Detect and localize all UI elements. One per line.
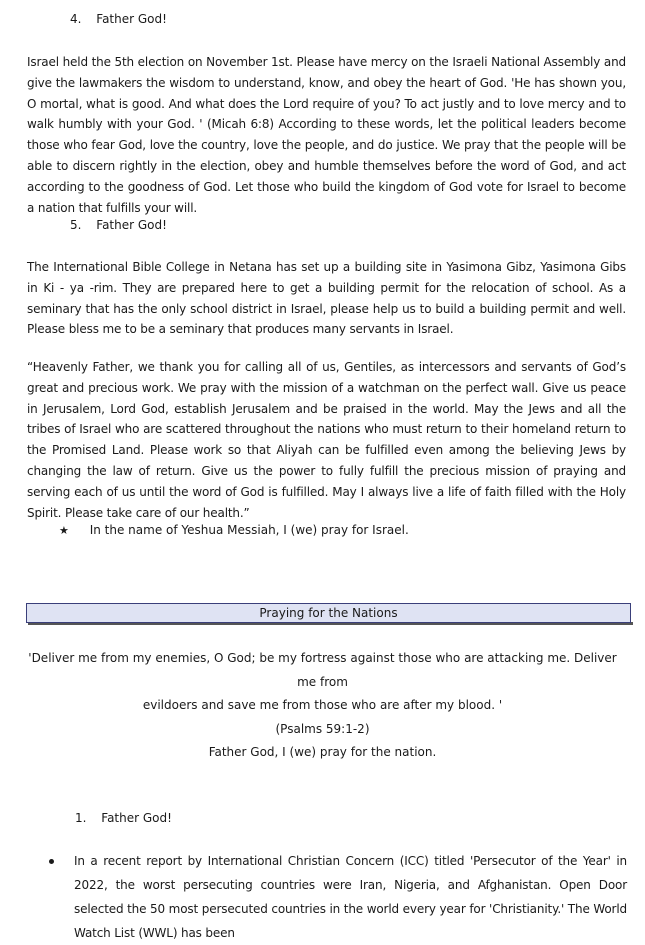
verse-block [20,647,625,741]
section-4-paragraph: Israel held the 5th election on November 1st. Please have mercy on the Israeli National Assembly and give the lawmakers the wisdom to understand, know, and obey the heart of God. 'He has shown you, O mortal, what is good. And what does the Lord require of you? To act justly and to love mercy and to walk humbly with your God. ' (Micah 6:8) According to these words, let the political leaders become those who fear God, love the country, love the people, and do justice. We pray that the people will be able to discern rightly in the election, obey and humble themselves before the word of God, and act according to the goodness of God. Let those who build the kingdom of God vote for Israel to become a nation that fulfills your will. [27,55,626,215]
section-5-paragraph: The International Bible College in Netana has set up a building site in Yasimona Gibz, Yasimona Gibs in Ki - ya -rim. They are prepared here to get a building permit for the relocation of school. As a seminary that has the only school district in Israel, please help us to build a building permit and well. Please bless me to be a seminary that produces many servants in Israel. [27,260,626,337]
section-4-number: 4. [70,12,82,26]
star-icon: ★ [59,524,69,537]
section-banner: Praying for the Nations [26,603,631,623]
bullet-dot-icon [49,859,54,864]
section-5-title: Father God! [96,218,167,232]
section-4-title: Father God! [96,12,167,26]
prayer-paragraph: “Heavenly Father, we thank you for calling all of us, Gentiles, as intercessors and servants of God’s great and precious work. We pray with the mission of a watchman on the perfect wall. Give us peace in Jerusalem, Lord God, establish Jerusalem and be praised in the world. May the Jews and all the tribes of Israel who are scattered throughout the nations who must return to their homeland return to the Promised Land. Please work so that Aliyah can be fulfilled even among the believing Jews by changing the law of return. Give us the power to fully fulfill the precious mission of praying and serving each of us until the word of God is fulfilled. May I always live a life of faith filled with the Holy Spirit. Please take care of our health.” [27,360,626,520]
nation-section-1-title: Father God! [101,811,172,825]
verse-line-2: evildoers and save me from those who are after my blood. ' [142,698,503,712]
star-line [59,523,409,537]
verse-line-1: 'Deliver me from my enemies, O God; be my fortress against those who are attacking me. Deliver me from [28,651,617,689]
nation-section-1-number: 1. [75,811,87,825]
star-line-text: In the name of Yeshua Messiah, I (we) pray for Israel. [89,523,409,537]
section-5-number: 5. [70,218,82,232]
verse-reference: (Psalms 59:1-2) [275,721,370,736]
nation-section-1-bullet: In a recent report by International Christian Concern (ICC) titled 'Persecutor of the Year' in 2022, the worst persecuting countries were Iran, Nigeria, and Afghanistan. Open Door selected the 50 most persecuted countries in the world every year for 'Christianity.' The World Watch List (WWL) has been [74,854,627,940]
section-4-heading [70,12,167,26]
nation-section-1-heading [75,811,172,825]
section-5-heading [70,218,167,232]
nation-prayer-line: Father God, I (we) pray for the nation. [208,745,437,759]
